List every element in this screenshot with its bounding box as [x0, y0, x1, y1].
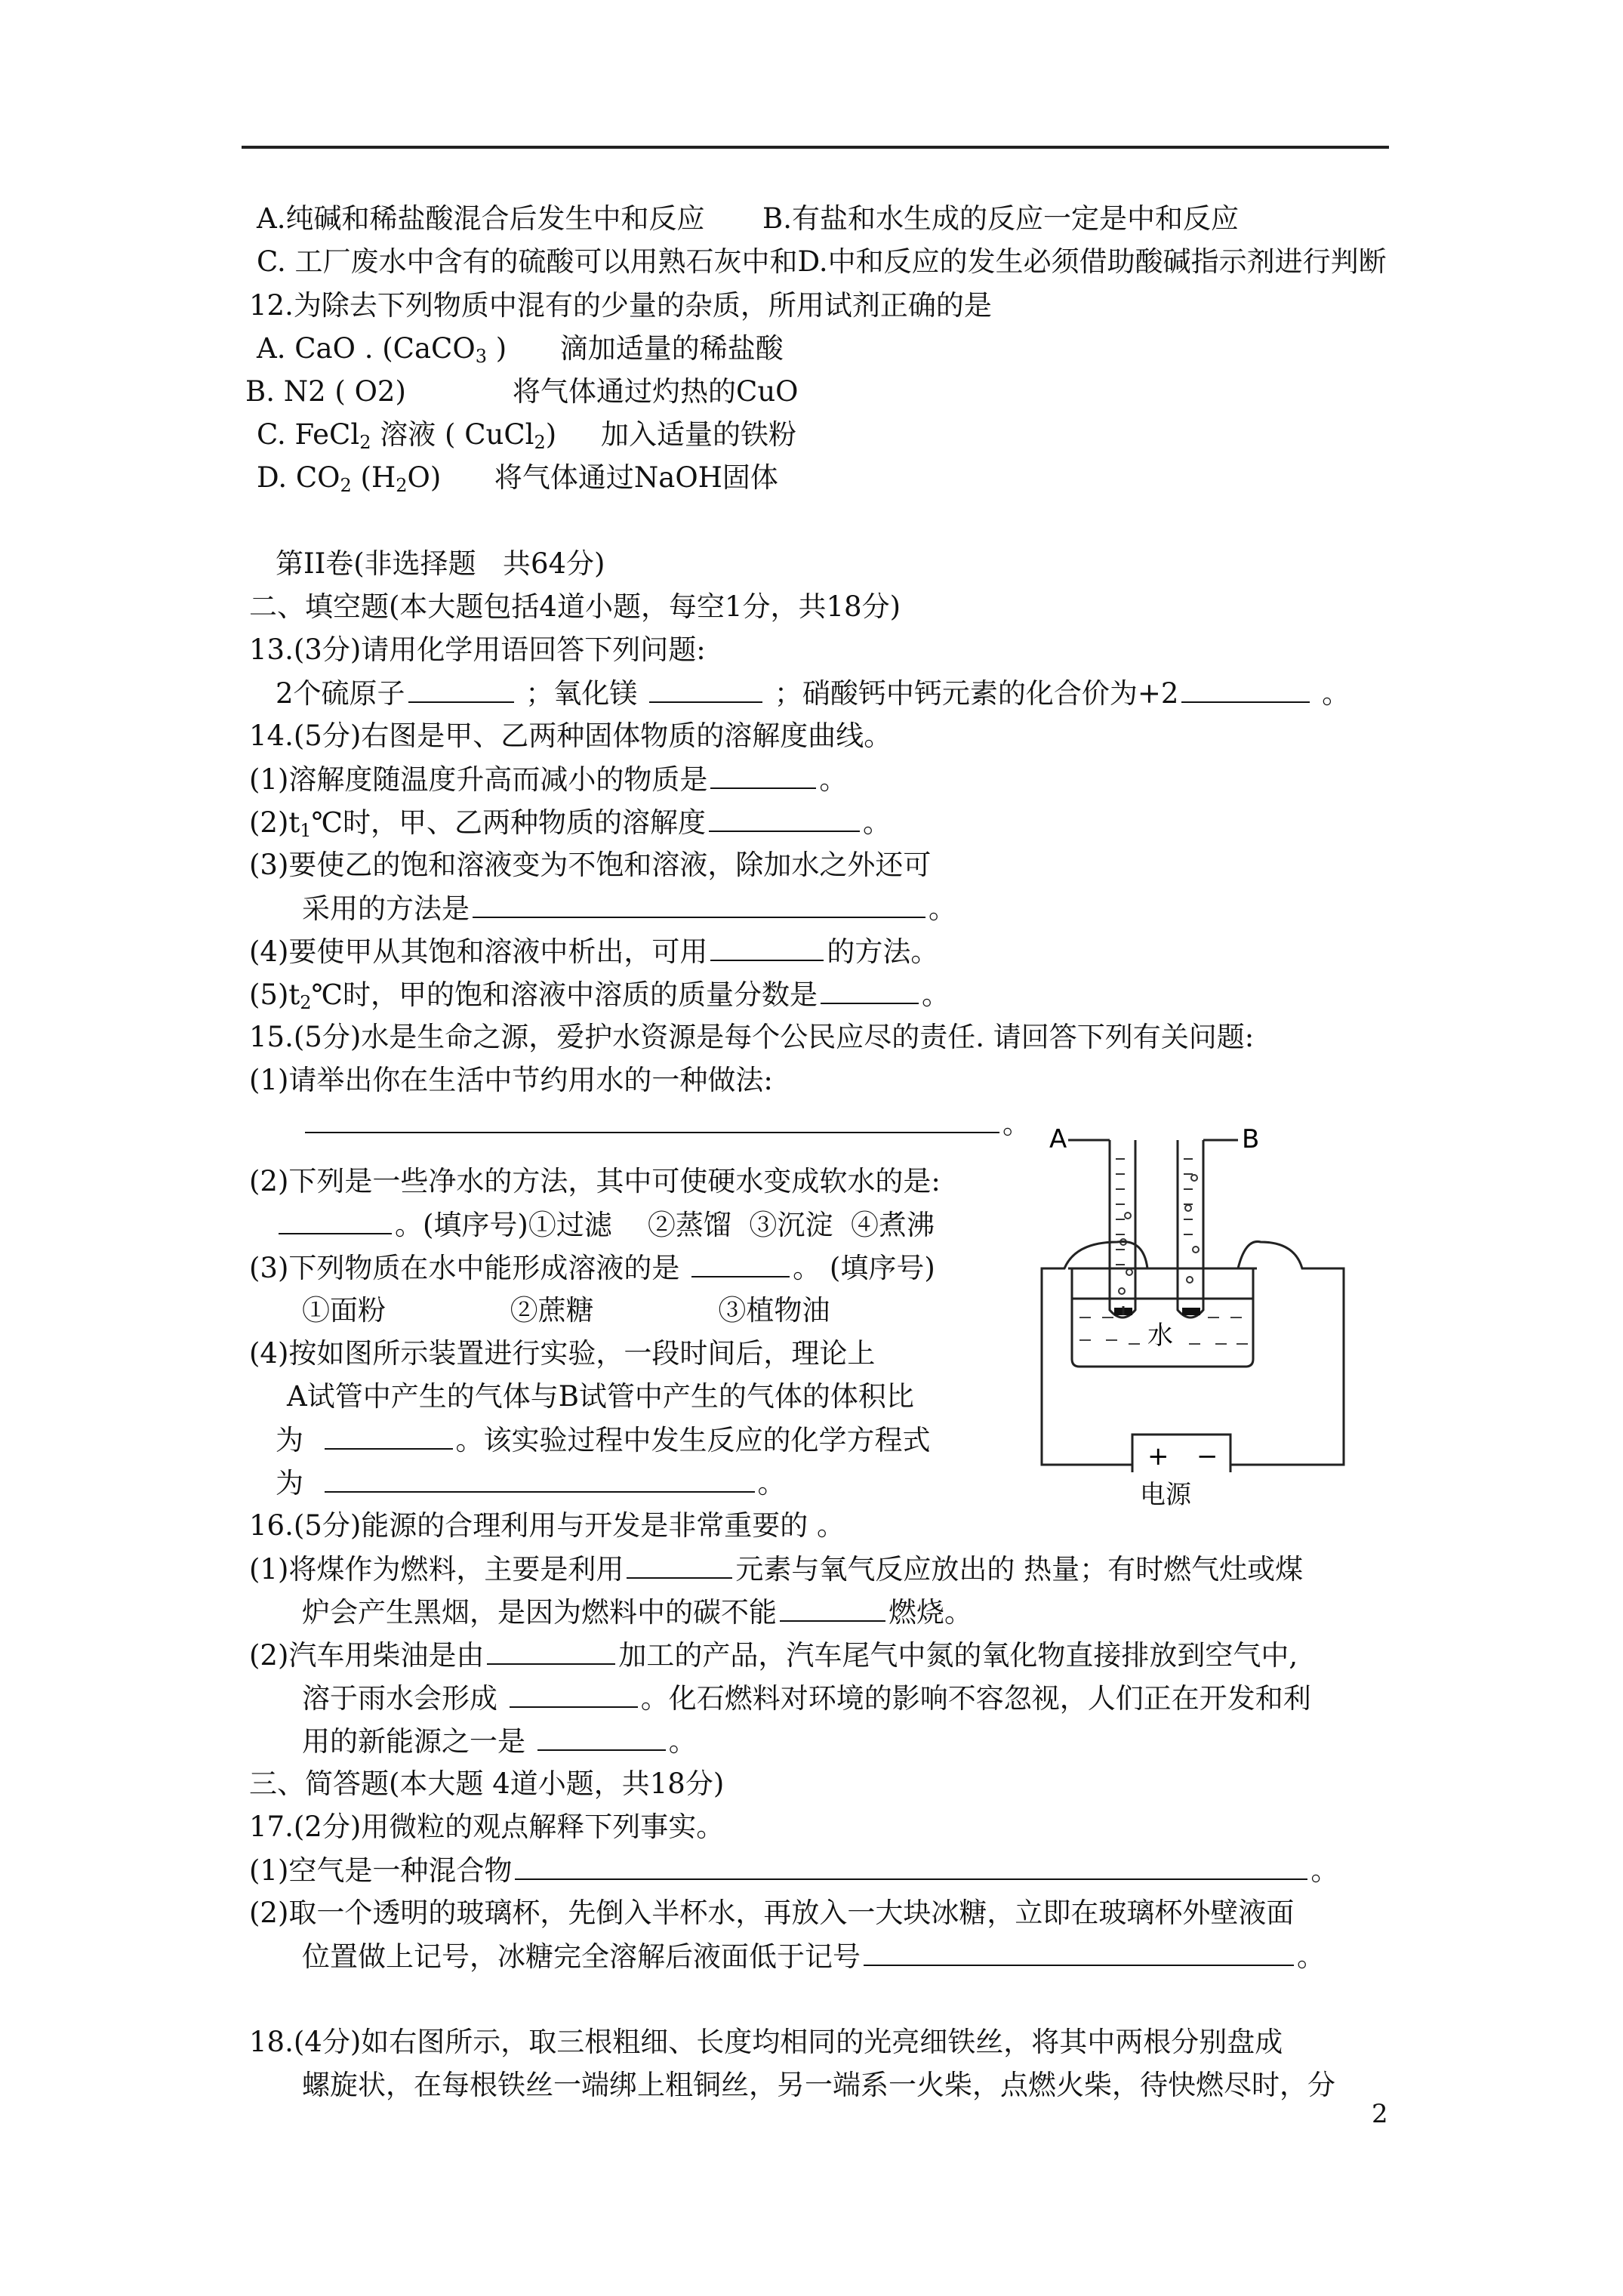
q18-line-1: 18.(4分)如右图所示，取三根粗细、长度均相同的光亮细铁丝，将其中两根分别盘成 — [249, 2026, 1283, 2058]
q16-sub-2a: (2)汽车用柴油是由 加工的产品，汽车尾气中氮的氧化物直接排放到空气中, — [249, 1636, 1298, 1674]
q14-blank-4[interactable] — [710, 932, 824, 961]
tube-graduations — [1116, 1159, 1193, 1265]
q15-stem: 15.(5分)水是生命之源，爱护水资源是每个公民应尽的责任. 请回答下列有关问题: — [249, 1021, 1255, 1053]
page-number: 2 — [1372, 2099, 1388, 2129]
q15-sub-4b: A试管中产生的气体与B试管中产生的气体的体积比 — [287, 1380, 914, 1413]
q16-blank-1[interactable] — [627, 1550, 732, 1579]
q15-sub-3-options: ①面粉 ②蔗糖 ③植物油 — [302, 1294, 830, 1327]
q14-sub-2: $(2)t_1℃$时，甲、乙两种物质的溶解度 。 — [249, 803, 891, 841]
q13-blank-1[interactable] — [408, 674, 514, 703]
label-a: A — [1049, 1124, 1067, 1154]
q15-blank-4[interactable] — [325, 1421, 453, 1450]
q14-blank-1[interactable] — [710, 760, 816, 789]
q15-sub-3: (3)下列物质在水中能形成溶液的是 。 (填序号) — [249, 1249, 935, 1287]
q17-sub-1: (1)空气是一种混合物 。 — [249, 1851, 1338, 1889]
q15-blank-2[interactable] — [279, 1206, 392, 1234]
wires — [1042, 1241, 1344, 1465]
power-label: 电源 — [1140, 1480, 1191, 1510]
plus-sign: + — [1147, 1441, 1169, 1472]
q14-sub-3a: (3)要使乙的饱和溶液变为不饱和溶液，除加水之外还可 — [249, 849, 932, 881]
part2-title: 第II卷(非选择题 共64分) — [276, 547, 605, 580]
q15-sub-1: (1)请举出你在生活中节约用水的一种做法: — [249, 1064, 773, 1096]
q14-blank-2[interactable] — [709, 803, 860, 832]
q15-sub-4a: (4)按如图所示装置进行实验，一段时间后，理论上 — [249, 1337, 876, 1370]
q15-sub-1-answer: 。 — [302, 1105, 1030, 1142]
test-tube-a — [1110, 1140, 1135, 1318]
q14-sub-5: $(5)t_2℃$时，甲的饱和溶液中溶质的质量分数是 。 — [249, 975, 950, 1013]
q14-sub-3b: 采用的方法是 。 — [302, 889, 956, 927]
q15-sub-2: (2)下列是一些净水的方法，其中可使硬水变成软水的是: — [249, 1165, 941, 1197]
label-b: B — [1242, 1124, 1260, 1154]
q14-sub-1: (1)溶解度随温度升高而减小的物质是 。 — [249, 760, 847, 798]
q15-blank-1[interactable] — [305, 1105, 999, 1133]
q12-option-b: B. N2 ( O2) 将气体通过灼热的CuO — [245, 375, 799, 408]
section3-heading: 三、简答题(本大题 4道小题，共18分) — [249, 1767, 725, 1800]
section2-heading: 二、填空题(本大题包括4道小题，每空1分，共18分) — [249, 590, 901, 623]
q15-sub-2b: 。(填序号)①过滤 ②蒸馏 ③沉淀 ④煮沸 — [276, 1206, 935, 1244]
q11-option-c: C. 工厂废水中含有的硫酸可以用熟石灰中和D.中和反应的发生必须借助酸碱指示剂进行判断 — [257, 245, 1387, 278]
q16-stem: 16.(5分)能源的合理利用与开发是非常重要的 。 — [249, 1509, 845, 1542]
q13-line: 2个硫原子 ；氧化镁 ；硝酸钙中钙元素的化合价为+2 。 — [276, 674, 1350, 712]
q13-blank-2[interactable] — [649, 674, 762, 703]
q17-sub-2b: 位置做上记号，冰糖完全溶解后液面低于记号 。 — [302, 1937, 1325, 1975]
q15-sub-4c: 为 。该实验过程中发生反应的化学方程式 — [276, 1421, 931, 1459]
q13-stem: 13.(3分)请用化学用语回答下列问题: — [249, 633, 706, 666]
q16-blank-5[interactable] — [537, 1722, 666, 1751]
q14-blank-5[interactable] — [821, 975, 919, 1004]
q12-stem: 12.为除去下列物质中混有的少量的杂质，所用试剂正确的是 — [249, 289, 992, 322]
q12-option-c: C. FeCl$_2$ 溶液 ( CuCl$_2$) 加入适量的铁粉 — [257, 418, 797, 453]
q14-blank-3[interactable] — [473, 889, 925, 918]
q16-sub-1b: 炉会产生黑烟，是因为燃料中的碳不能 燃烧。 — [302, 1593, 972, 1631]
q13-blank-3[interactable] — [1181, 674, 1310, 703]
q18-line-2: 螺旋状，在每根铁丝一端绑上粗铜丝，另一端系一火柴，点燃火柴，待快燃尽时，分 — [302, 2069, 1335, 2101]
q16-sub-1a: (1)将煤作为燃料，主要是利用 元素与氧气反应放出的 热量；有时燃气灶或煤 — [249, 1550, 1303, 1588]
q16-blank-4[interactable] — [510, 1679, 638, 1708]
q16-sub-2c: 用的新能源之一是 。 — [302, 1722, 697, 1760]
q14-sub-4: (4)要使甲从其饱和溶液中析出，可用 的方法。 — [249, 932, 938, 970]
q17-sub-2a: (2)取一个透明的玻璃杯，先倒入半杯水，再放入一大块冰糖，立即在玻璃杯外壁液面 — [249, 1897, 1295, 1929]
q15-blank-3[interactable] — [691, 1249, 790, 1277]
q11-option-a: A.纯碱和稀盐酸混合后发生中和反应 — [257, 202, 705, 235]
q16-blank-3[interactable] — [487, 1636, 615, 1665]
q14-stem: 14.(5分)右图是甲、乙两种固体物质的溶解度曲线。 — [249, 720, 892, 752]
minus-sign: − — [1196, 1441, 1218, 1472]
electrode-b — [1182, 1308, 1200, 1315]
q16-blank-2[interactable] — [780, 1593, 885, 1622]
q16-sub-2b: 溶于雨水会形成 。化石燃料对环境的影响不容忽视，人们正在开发和利 — [302, 1679, 1311, 1717]
q17-blank-1[interactable] — [515, 1851, 1307, 1880]
q15-sub-4d: 为 。 — [276, 1464, 786, 1502]
q15-blank-5[interactable] — [325, 1464, 755, 1493]
q17-blank-2[interactable] — [864, 1937, 1294, 1966]
q11-option-b: B.有盐和水生成的反应一定是中和反应 — [762, 202, 1239, 235]
electrolysis-apparatus-figure — [1034, 1117, 1351, 1472]
test-tube-b — [1178, 1140, 1203, 1318]
header-rule — [242, 146, 1389, 149]
water-tank — [1068, 1268, 1257, 1367]
q17-stem: 17.(2分)用微粒的观点解释下列事实。 — [249, 1811, 725, 1843]
q12-option-a: A. CaO . (CaCO$_3$ ) 滴加适量的稀盐酸 — [257, 332, 784, 367]
q12-option-d: D. $CO_2$ $(H_2O)$ 将气体通过NaOH固体 — [257, 461, 778, 496]
water-label: 水 — [1147, 1321, 1173, 1351]
